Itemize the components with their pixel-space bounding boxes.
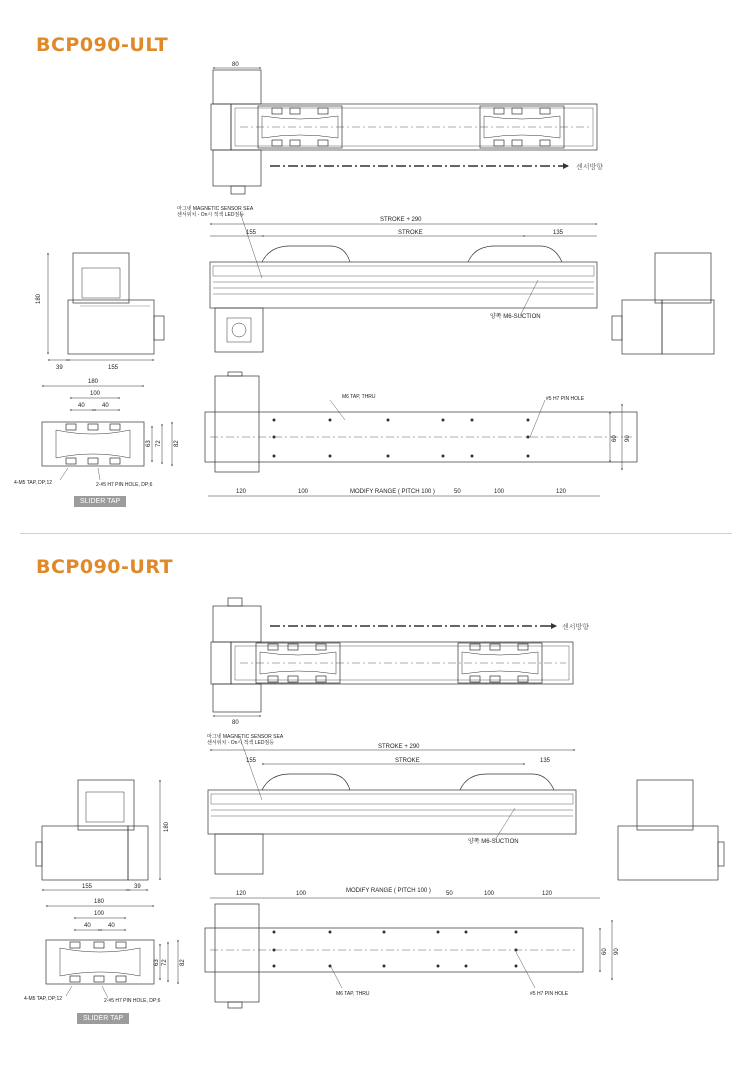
dim-label: 80 [232,62,239,68]
side-view-right-2 [618,780,724,880]
dim-label: 180 [36,293,42,304]
dim-label: 100 [484,891,495,897]
dim-label: 80 [232,720,239,726]
dim-label: 135 [540,758,551,764]
dim-label: 40 [78,403,85,409]
dim-label: 2-#5 H7 PIN HOLE, DP;6 [104,998,161,1004]
sensor-note: 센서위치 - On시 적색 LED점등 [207,740,275,746]
dim-label: STROKE [398,230,423,236]
dim-label: 72 [156,440,162,447]
bottom-view-1 [205,372,637,496]
top-view-1 [211,68,597,194]
section-title: BCP090-URT [36,556,174,578]
dim-label: STROKE + 290 [380,217,422,223]
side-view-left-2 [36,780,160,890]
dim-label: 50 [454,489,461,495]
dim-label: STROKE + 290 [378,744,420,750]
dim-label: 39 [56,365,63,371]
dim-label: 100 [90,391,101,397]
slider-detail-2 [46,906,178,998]
dim-label: 155 [108,365,119,371]
dim-label: 120 [542,891,553,897]
dim-label: #5 H7 PIN HOLE [530,991,569,997]
dim-label: 40 [84,923,91,929]
dim-label: 100 [94,911,105,917]
dim-label: 39 [134,884,141,890]
dim-label: 135 [553,230,564,236]
section-title: BCP090-ULT [36,34,169,56]
dim-label: MODIFY RANGE ( PITCH 100 ) [346,888,431,894]
dim-label: 50 [446,891,453,897]
front-view-2 [208,738,576,874]
dim-label: 72 [162,959,168,966]
top-view-2 [211,598,573,716]
bolt-marks-1 [273,419,530,458]
slider-detail-1 [42,386,172,480]
dim-label: 120 [236,891,247,897]
dim-label: 양쪽 M6-SUCTION [490,314,541,320]
dim-label: 2-#5 H7 PIN HOLE, DP;6 [96,482,153,488]
dim-label: 90 [625,435,631,442]
dim-label: 100 [494,489,505,495]
dim-label: 180 [94,899,105,905]
dim-label: 63 [146,440,152,447]
dim-label: 63 [154,959,160,966]
sensor-note: 마그넷 MAGNETIC SENSOR SEA [177,206,254,212]
dim-label: 120 [556,489,567,495]
dim-label: MODIFY RANGE ( PITCH 100 ) [350,489,435,495]
sensor-note: 마그넷 MAGNETIC SENSOR SEA [207,734,284,740]
dim-label: STROKE [395,758,420,764]
dim-label: 60 [602,948,608,955]
dim-label: 155 [246,758,257,764]
dim-label: 60 [612,435,618,442]
slider-tap-badge: SLIDER TAP [77,1013,129,1024]
slider-tap-badge: SLIDER TAP [74,496,126,507]
dim-label: 82 [174,440,180,447]
dim-label: 4-M5 TAP, DP;12 [14,480,53,486]
dim-label: 155 [82,884,93,890]
dim-label: 4-M5 TAP, DP;12 [24,996,63,1002]
side-view-left-1 [48,253,164,360]
dim-label: 90 [614,948,620,955]
sensor-direction-label: 센서방향 [562,623,590,631]
dim-label: 155 [246,230,257,236]
sensor-direction-label: 센서방향 [576,163,604,171]
dim-label: 180 [164,821,170,832]
dim-label: 82 [180,959,186,966]
dim-label: M6 TAP, THRU [336,991,370,997]
dim-label: M6 TAP, THRU [342,394,376,400]
dim-label: 100 [296,891,307,897]
dim-label: 양쪽 M6-SUCTION [468,839,519,845]
dim-label: 40 [102,403,109,409]
dim-label: 120 [236,489,247,495]
dim-label: 40 [108,923,115,929]
dim-label: 100 [298,489,309,495]
bolt-marks-2 [273,931,518,968]
sensor-note: 센서위치 - On시 적색 LED점등 [177,212,245,218]
side-view-right-1 [612,253,714,354]
dim-label: #5 H7 PIN HOLE [546,396,585,402]
dim-label: 180 [88,379,99,385]
